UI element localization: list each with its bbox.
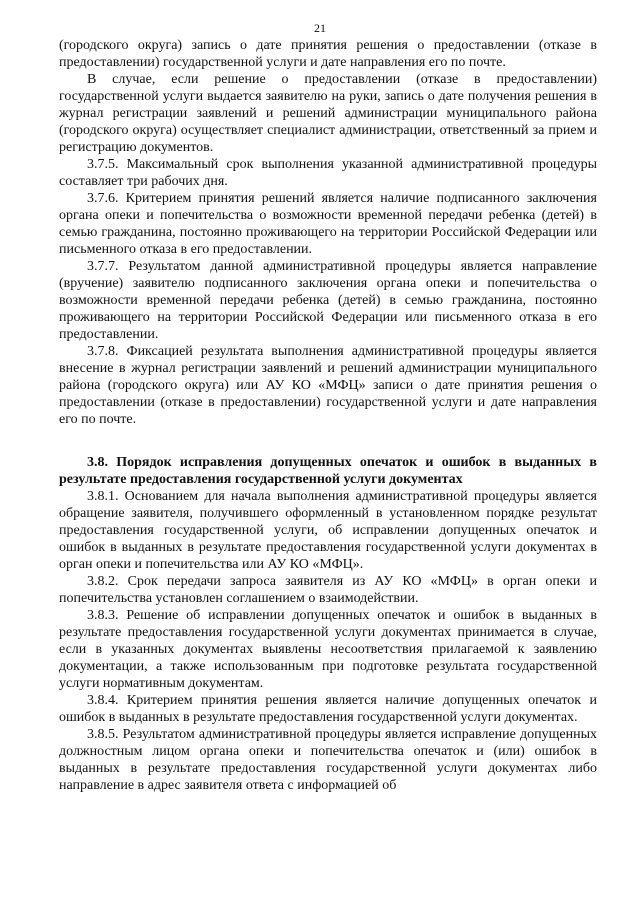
paragraph: 3.7.8. Фиксацией результата выполнения административной процедуры является внесение в журнал регистрации заявлений и решений администрации муниципального района (городского округа) или АУ КО «МФЦ» записи о дате принятия решения о предоставлении (отказе в предоставлении) государственной услуги и дате направления его по почте. — [59, 344, 597, 427]
paragraph: 3.8.1. Основанием для начала выполнения административной процедуры является обращение заявителя, получившего оформленный в установленном порядке результат предоставления государственной услуги, об исправлении допущенных опечаток и ошибок в выданных в результате предоставления государственной услуги документах в орган опеки и попечительства или АУ КО «МФЦ». — [59, 489, 597, 572]
paragraph: 3.7.7. Результатом данной административной процедуры является направление (вручение) заявителю подписанного заключения органа опеки и попечительства о возможности временной передачи ребенка (детей) в семью гражданина, постоянно проживающего на территории Российской Федерации или письменного отказа в его предоставлении. — [59, 259, 597, 342]
document-body — [59, 37, 597, 794]
paragraph: 3.8.5. Результатом административной процедуры является исправление допущенных должностным лицом органа опеки и попечительства опечаток и (или) ошибок в выданных в результате предоставления государственной услуги документах либо направление в адрес заявителя ответа с информацией об — [59, 727, 597, 793]
paragraph: 3.8.3. Решение об исправлении допущенных опечаток и ошибок в выданных в результате предоставления государственной услуги документах принимается в случае, если в указанных документах выявлены несоответствия прилагаемой к заявлению документации, а также использованным при подготовке результата государственной услуги нормативным документам. — [59, 608, 597, 691]
section-heading: 3.8. Порядок исправления допущенных опечаток и ошибок в выданных в результате предоставления государственной услуги документах — [59, 455, 597, 487]
paragraph: В случае, если решение о предоставлении (отказе в предоставлении) государственной услуги выдается заявителю на руки, запись о дате получения решения в журнал регистрации заявлений и решений администрации муниципального района (городского округа) осуществляет специалист администрации, ответственный за прием и регистрацию документов. — [59, 72, 597, 155]
paragraph: 3.7.5. Максимальный срок выполнения указанной административной процедуры составляет три рабочих дня. — [59, 157, 597, 189]
paragraph: 3.8.2. Срок передачи запроса заявителя из АУ КО «МФЦ» в орган опеки и попечительства установлен соглашением о взаимодействии. — [59, 574, 597, 606]
paragraph: 3.7.6. Критерием принятия решений является наличие подписанного заключения органа опеки и попечительства о возможности временной передачи ребенка (детей) в семью гражданина, постоянно проживающего на территории Российской Федерации или письменного отказа в его предоставлении. — [59, 191, 597, 257]
paragraph: 3.8.4. Критерием принятия решения является наличие допущенных опечаток и ошибок в выданных в результате предоставления государственной услуги документах. — [59, 693, 597, 725]
paragraph: (городского округа) запись о дате принятия решения о предоставлении (отказе в предоставлении) государственной услуги и дате направления его по почте. — [59, 38, 597, 70]
page-number: 21 — [314, 21, 326, 35]
